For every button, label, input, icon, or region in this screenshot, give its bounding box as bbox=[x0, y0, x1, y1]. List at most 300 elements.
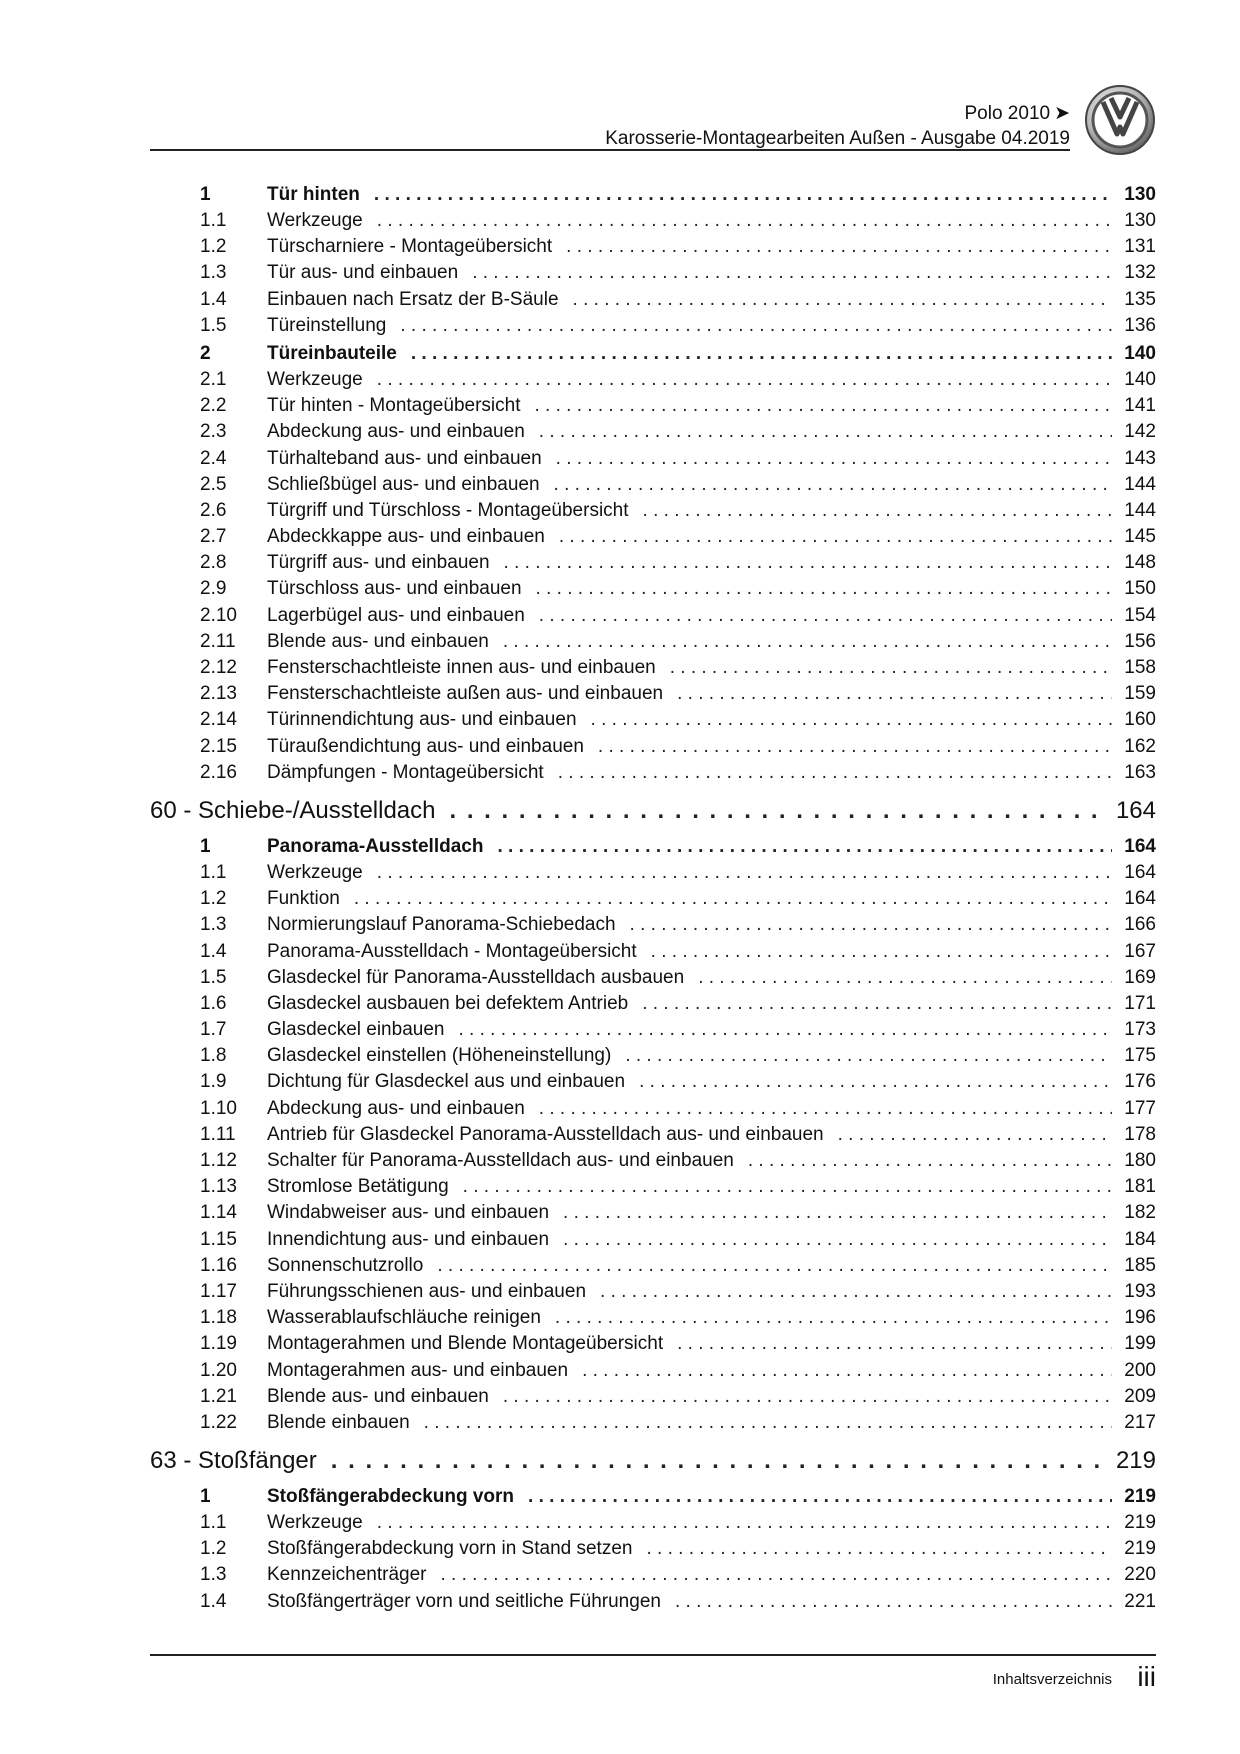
toc-entry-title: Panorama-Ausstelldach - Montageübersicht bbox=[267, 940, 637, 962]
toc-entry-row[interactable] bbox=[150, 886, 1156, 912]
toc-entry-title: Wasserablaufschläuche reinigen bbox=[267, 1307, 541, 1329]
toc-entry-page: 145 bbox=[1124, 526, 1156, 548]
dot-leader bbox=[625, 1043, 1112, 1069]
dot-leader bbox=[497, 832, 1112, 860]
toc-entry-line bbox=[267, 681, 1156, 707]
dot-leader bbox=[600, 1279, 1112, 1305]
toc-entry-row[interactable] bbox=[150, 180, 1156, 208]
toc-entry-title: Antrieb für Glasdeckel Panorama-Ausstelldach aus- und einbauen bbox=[267, 1123, 824, 1145]
toc-chapter-row[interactable] bbox=[150, 786, 1156, 832]
dot-leader bbox=[573, 287, 1113, 313]
toc-entry-page: 158 bbox=[1124, 657, 1156, 678]
dot-leader bbox=[582, 1358, 1112, 1384]
toc-entry-number: 2.12 bbox=[200, 657, 237, 678]
toc-entry-row[interactable] bbox=[150, 832, 1156, 860]
toc-entry-title: Montagerahmen und Blende Montageübersicht bbox=[267, 1333, 664, 1355]
toc-entry-page: 150 bbox=[1124, 578, 1156, 600]
toc-entry-page: 219 bbox=[1124, 1512, 1156, 1534]
dot-leader bbox=[554, 472, 1113, 498]
toc-entry-row[interactable] bbox=[150, 1227, 1156, 1253]
toc-entry-title: Windabweiser aus- und einbauen bbox=[267, 1202, 550, 1224]
toc-entry-number: 1.4 bbox=[200, 1590, 227, 1612]
toc-entry-number: 2.2 bbox=[200, 395, 227, 417]
toc-entry-line bbox=[267, 1589, 1156, 1615]
toc-entry-number: 1.19 bbox=[200, 1333, 237, 1355]
toc-entry-row[interactable] bbox=[150, 234, 1156, 260]
toc-entry-row[interactable] bbox=[150, 655, 1156, 681]
toc-entry-row[interactable] bbox=[150, 760, 1156, 786]
table-of-contents bbox=[150, 180, 1156, 1615]
toc-entry-title: Glasdeckel ausbauen bei defektem Antrieb bbox=[267, 992, 629, 1014]
toc-entry-line bbox=[267, 1279, 1156, 1305]
toc-entry-title: Türeinbauteile bbox=[267, 342, 397, 364]
toc-entry-title: Fensterschachtleiste außen aus- und einbauen bbox=[267, 683, 664, 705]
toc-entry-number: 1.20 bbox=[200, 1359, 237, 1381]
toc-entry-row[interactable] bbox=[150, 1384, 1156, 1410]
toc-entry-row[interactable] bbox=[150, 1069, 1156, 1095]
dot-leader bbox=[331, 1436, 1104, 1482]
footer-page-number: iii bbox=[1137, 1661, 1156, 1692]
toc-entry-number: 2.6 bbox=[200, 499, 227, 521]
toc-entry-number: 2 bbox=[200, 342, 211, 364]
toc-entry-number: 1.3 bbox=[200, 1564, 227, 1586]
toc-entry-line bbox=[267, 1410, 1156, 1436]
toc-entry-title: Blende einbauen bbox=[267, 1411, 410, 1433]
toc-entry-title: Glasdeckel einstellen (Höheneinstellung) bbox=[267, 1045, 612, 1067]
toc-entry-line bbox=[267, 393, 1156, 419]
toc-entry-line bbox=[267, 1122, 1156, 1148]
dot-leader bbox=[503, 1384, 1112, 1410]
toc-entry-number: 1.5 bbox=[200, 314, 227, 336]
toc-entry-title: Dämpfungen - Montageübersicht bbox=[267, 761, 544, 783]
toc-entry-title: Schließbügel aus- und einbauen bbox=[267, 473, 540, 495]
toc-entry-line bbox=[267, 629, 1156, 655]
toc-entry-row[interactable] bbox=[150, 393, 1156, 419]
toc-entry-number: 2.11 bbox=[200, 630, 236, 652]
toc-entry-page: 130 bbox=[1124, 184, 1156, 205]
toc-entry-title: Türgriff und Türschloss - Montageübersicht bbox=[267, 499, 629, 521]
toc-entry-number: 1.15 bbox=[200, 1228, 237, 1250]
dot-leader bbox=[377, 367, 1113, 393]
toc-entry-number: 1.8 bbox=[200, 1045, 227, 1067]
toc-entry-page: 130 bbox=[1124, 210, 1156, 231]
dot-leader bbox=[630, 912, 1113, 938]
toc-entry-page: 221 bbox=[1124, 1590, 1156, 1612]
toc-entry-line bbox=[267, 912, 1156, 938]
dot-leader bbox=[555, 1305, 1112, 1331]
toc-entry-line bbox=[267, 603, 1156, 629]
dot-leader bbox=[424, 1410, 1113, 1436]
toc-entry-row[interactable] bbox=[150, 1589, 1156, 1615]
toc-entry-page: 141 bbox=[1124, 395, 1156, 417]
toc-entry-row[interactable] bbox=[150, 1482, 1156, 1510]
toc-entry-page: 156 bbox=[1124, 630, 1156, 652]
toc-entry-row[interactable] bbox=[150, 313, 1156, 339]
dot-leader bbox=[374, 180, 1112, 208]
toc-entry-title: Glasdeckel für Panorama-Ausstelldach ausbauen bbox=[267, 966, 685, 988]
toc-entry-row[interactable] bbox=[150, 1148, 1156, 1174]
toc-entry-line bbox=[267, 1358, 1156, 1384]
dot-leader bbox=[563, 1200, 1112, 1226]
toc-entry-number: 2.10 bbox=[200, 604, 237, 626]
toc-entry-line bbox=[267, 1148, 1156, 1174]
dot-leader bbox=[472, 260, 1112, 286]
toc-entry-title: Glasdeckel einbauen bbox=[267, 1019, 445, 1041]
toc-entry-row[interactable] bbox=[150, 1174, 1156, 1200]
toc-entry-page: 181 bbox=[1124, 1176, 1156, 1198]
toc-entry-page: 180 bbox=[1124, 1150, 1156, 1171]
dot-leader bbox=[670, 655, 1113, 681]
dot-leader bbox=[677, 681, 1112, 707]
dot-leader bbox=[698, 965, 1112, 991]
toc-entry-page: 217 bbox=[1124, 1411, 1156, 1433]
toc-entry-page: 136 bbox=[1124, 314, 1156, 336]
toc-entry-number: 2.4 bbox=[200, 447, 227, 469]
toc-entry-title: Stoßfängerträger vorn und seitliche Führungen bbox=[267, 1590, 661, 1612]
toc-entry-page: 142 bbox=[1124, 421, 1156, 443]
toc-entry-page: 219 bbox=[1115, 1447, 1156, 1475]
toc-entry-title: 60 - Schiebe-/Ausstelldach bbox=[150, 796, 436, 824]
toc-entry-line bbox=[267, 1331, 1156, 1357]
toc-entry-line bbox=[267, 1562, 1156, 1588]
header-rule bbox=[150, 149, 1070, 151]
toc-entry-line bbox=[267, 1253, 1156, 1279]
toc-entry-row[interactable] bbox=[150, 939, 1156, 965]
toc-entry-title: Stromlose Betätigung bbox=[267, 1176, 449, 1198]
toc-entry-row[interactable] bbox=[150, 260, 1156, 286]
toc-entry-title: Werkzeuge bbox=[267, 1512, 363, 1534]
toc-entry-page: 154 bbox=[1124, 604, 1156, 626]
toc-entry-number: 1.4 bbox=[200, 288, 227, 310]
toc-entry-page: 220 bbox=[1124, 1564, 1156, 1586]
toc-entry-page: 144 bbox=[1124, 499, 1156, 521]
toc-entry-line bbox=[267, 1043, 1156, 1069]
toc-entry-title: Innendichtung aus- und einbauen bbox=[267, 1228, 550, 1250]
toc-entry-page: 219 bbox=[1124, 1486, 1156, 1508]
toc-entry-page: 140 bbox=[1124, 368, 1156, 390]
toc-entry-page: 148 bbox=[1124, 552, 1156, 574]
toc-entry-row[interactable] bbox=[150, 1279, 1156, 1305]
toc-entry-page: 171 bbox=[1124, 992, 1156, 1014]
toc-entry-page: 182 bbox=[1124, 1202, 1156, 1224]
toc-entry-line bbox=[267, 1017, 1156, 1043]
dot-leader bbox=[377, 208, 1113, 234]
toc-entry-number: 1.1 bbox=[200, 861, 227, 883]
toc-entry-row[interactable] bbox=[150, 1043, 1156, 1069]
toc-entry-line bbox=[267, 1536, 1156, 1562]
toc-entry-number: 2.7 bbox=[200, 526, 227, 548]
dot-leader bbox=[539, 603, 1113, 629]
dot-leader bbox=[534, 393, 1112, 419]
toc-entry-number: 1.2 bbox=[200, 888, 227, 910]
toc-entry-title: Werkzeuge bbox=[267, 210, 363, 231]
dot-leader bbox=[639, 1069, 1112, 1095]
toc-entry-title: Türeinstellung bbox=[267, 314, 387, 336]
toc-entry-title: Normierungslauf Panorama-Schiebedach bbox=[267, 914, 616, 936]
dot-leader bbox=[748, 1148, 1112, 1174]
footer-rule bbox=[150, 1654, 1156, 1656]
toc-entry-row[interactable] bbox=[150, 1017, 1156, 1043]
toc-entry-line bbox=[267, 180, 1156, 208]
toc-entry-row[interactable] bbox=[150, 472, 1156, 498]
toc-entry-row[interactable] bbox=[150, 707, 1156, 733]
toc-entry-title: Führungsschienen aus- und einbauen bbox=[267, 1280, 587, 1302]
toc-entry-row[interactable] bbox=[150, 1410, 1156, 1436]
toc-entry-page: 169 bbox=[1124, 966, 1156, 988]
toc-entry-number: 2.3 bbox=[200, 421, 227, 443]
dot-leader bbox=[503, 629, 1112, 655]
toc-entry-line bbox=[267, 860, 1156, 886]
toc-entry-title: Tür hinten - Montageübersicht bbox=[267, 395, 521, 417]
toc-entry-title: Blende aus- und einbauen bbox=[267, 1385, 489, 1407]
dot-leader bbox=[450, 786, 1104, 832]
toc-entry-row[interactable] bbox=[150, 1200, 1156, 1226]
toc-entry-title: Türhalteband aus- und einbauen bbox=[267, 447, 542, 469]
toc-entry-row[interactable] bbox=[150, 1305, 1156, 1331]
header-model-text: Polo 2010 bbox=[964, 103, 1051, 124]
toc-entry-line bbox=[267, 734, 1156, 760]
toc-entry-title: Blende aus- und einbauen bbox=[267, 630, 489, 652]
toc-entry-row[interactable] bbox=[150, 1096, 1156, 1122]
toc-entry-line bbox=[267, 550, 1156, 576]
toc-entry-line bbox=[267, 313, 1156, 339]
toc-entry-page: 196 bbox=[1124, 1307, 1156, 1329]
dot-leader bbox=[675, 1589, 1112, 1615]
toc-entry-line bbox=[267, 760, 1156, 786]
dot-leader bbox=[437, 1253, 1112, 1279]
dot-leader bbox=[563, 1227, 1112, 1253]
toc-entry-line bbox=[267, 1174, 1156, 1200]
dot-leader bbox=[559, 524, 1112, 550]
toc-entry-row[interactable] bbox=[150, 1331, 1156, 1357]
toc-entry-page: 178 bbox=[1124, 1123, 1156, 1145]
toc-entry-number: 2.14 bbox=[200, 709, 237, 731]
toc-entry-title: Funktion bbox=[267, 888, 340, 910]
toc-entry-line bbox=[267, 260, 1156, 286]
toc-entry-line bbox=[267, 832, 1156, 860]
toc-entry-row[interactable] bbox=[150, 339, 1156, 367]
toc-entry-line bbox=[150, 786, 1156, 832]
toc-entry-title: Montagerahmen aus- und einbauen bbox=[267, 1359, 569, 1381]
toc-entry-number: 1.21 bbox=[200, 1385, 237, 1407]
dot-leader bbox=[643, 498, 1113, 524]
toc-entry-number: 2.1 bbox=[200, 368, 227, 390]
toc-entry-line bbox=[267, 939, 1156, 965]
toc-entry-line bbox=[267, 1069, 1156, 1095]
toc-entry-title: Lagerbügel aus- und einbauen bbox=[267, 604, 525, 626]
toc-entry-row[interactable] bbox=[150, 446, 1156, 472]
toc-entry-row[interactable] bbox=[150, 1536, 1156, 1562]
toc-entry-page: 173 bbox=[1124, 1019, 1156, 1041]
toc-entry-row[interactable] bbox=[150, 208, 1156, 234]
toc-entry-number: 2.13 bbox=[200, 683, 237, 705]
toc-entry-number: 2.5 bbox=[200, 473, 227, 495]
header-title: Karosserie-Montagearbeiten Außen - Ausgabe 04.2019 bbox=[605, 128, 1070, 149]
dot-leader bbox=[400, 313, 1112, 339]
dot-leader bbox=[598, 734, 1112, 760]
toc-entry-line bbox=[267, 367, 1156, 393]
toc-entry-page: 199 bbox=[1124, 1333, 1156, 1355]
toc-entry-line bbox=[267, 707, 1156, 733]
toc-entry-number: 2.9 bbox=[200, 578, 227, 600]
dot-leader bbox=[463, 1174, 1113, 1200]
dot-leader bbox=[651, 939, 1113, 965]
toc-entry-number: 1.13 bbox=[200, 1176, 237, 1198]
toc-entry-row[interactable] bbox=[150, 991, 1156, 1017]
toc-entry-number: 2.8 bbox=[200, 552, 227, 574]
toc-entry-number: 1.22 bbox=[200, 1411, 237, 1433]
toc-entry-line bbox=[267, 446, 1156, 472]
toc-entry-number: 1.14 bbox=[200, 1202, 237, 1224]
toc-entry-line bbox=[267, 1200, 1156, 1226]
toc-entry-title: Türschloss aus- und einbauen bbox=[267, 578, 522, 600]
toc-entry-line bbox=[267, 576, 1156, 602]
toc-entry-row[interactable] bbox=[150, 1510, 1156, 1536]
toc-entry-page: 164 bbox=[1124, 835, 1156, 857]
toc-entry-number: 1.10 bbox=[200, 1097, 237, 1119]
toc-entry-title: Kennzeichenträger bbox=[267, 1564, 427, 1586]
toc-entry-line bbox=[267, 524, 1156, 550]
toc-entry-number: 2.15 bbox=[200, 735, 237, 757]
toc-entry-row[interactable] bbox=[150, 681, 1156, 707]
arrow-right-icon: ➤ bbox=[1054, 103, 1070, 124]
toc-entry-line bbox=[267, 886, 1156, 912]
dot-leader bbox=[566, 234, 1112, 260]
toc-entry-row[interactable] bbox=[150, 419, 1156, 445]
toc-entry-title: Fensterschachtleiste innen aus- und einbauen bbox=[267, 657, 656, 678]
toc-entry-title: Abdeckung aus- und einbauen bbox=[267, 421, 525, 443]
toc-entry-row[interactable] bbox=[150, 550, 1156, 576]
toc-entry-page: 164 bbox=[1124, 861, 1156, 883]
toc-entry-page: 200 bbox=[1124, 1359, 1156, 1381]
toc-entry-page: 131 bbox=[1124, 236, 1156, 258]
toc-entry-title: Werkzeuge bbox=[267, 861, 363, 883]
toc-entry-title: Türgriff aus- und einbauen bbox=[267, 552, 490, 574]
dot-leader bbox=[528, 1482, 1112, 1510]
toc-entry-title: Türscharniere - Montageübersicht bbox=[267, 236, 553, 258]
toc-entry-page: 159 bbox=[1124, 683, 1156, 705]
toc-entry-row[interactable] bbox=[150, 576, 1156, 602]
toc-entry-number: 1.18 bbox=[200, 1307, 237, 1329]
toc-entry-number: 1.9 bbox=[200, 1071, 227, 1093]
toc-entry-row[interactable] bbox=[150, 1253, 1156, 1279]
toc-entry-page: 176 bbox=[1124, 1071, 1156, 1093]
toc-entry-number: 1.1 bbox=[200, 210, 227, 231]
toc-entry-line bbox=[267, 498, 1156, 524]
dot-leader bbox=[556, 446, 1113, 472]
toc-entry-page: 184 bbox=[1124, 1228, 1156, 1250]
toc-entry-row[interactable] bbox=[150, 367, 1156, 393]
toc-entry-line bbox=[267, 1096, 1156, 1122]
toc-entry-title: Tür hinten bbox=[267, 184, 360, 205]
dot-leader bbox=[504, 550, 1113, 576]
toc-entry-number: 1.6 bbox=[200, 992, 227, 1014]
toc-entry-number: 1.5 bbox=[200, 966, 227, 988]
toc-entry-line bbox=[267, 1305, 1156, 1331]
toc-entry-row[interactable] bbox=[150, 603, 1156, 629]
toc-entry-title: Stoßfängerabdeckung vorn bbox=[267, 1486, 515, 1508]
toc-entry-row[interactable] bbox=[150, 912, 1156, 938]
toc-entry-line bbox=[267, 419, 1156, 445]
toc-entry-number: 1.7 bbox=[200, 1019, 227, 1041]
toc-entry-number: 1.4 bbox=[200, 940, 227, 962]
dot-leader bbox=[441, 1562, 1113, 1588]
toc-entry-row[interactable] bbox=[150, 734, 1156, 760]
toc-entry-title: Stoßfängerabdeckung vorn in Stand setzen bbox=[267, 1538, 633, 1560]
toc-entry-page: 135 bbox=[1124, 288, 1156, 310]
dot-leader bbox=[838, 1122, 1113, 1148]
toc-entry-page: 162 bbox=[1124, 735, 1156, 757]
toc-entry-number: 1 bbox=[200, 835, 211, 857]
toc-entry-line bbox=[267, 1227, 1156, 1253]
toc-entry-page: 209 bbox=[1124, 1385, 1156, 1407]
toc-entry-number: 1.11 bbox=[200, 1123, 236, 1145]
toc-entry-row[interactable] bbox=[150, 524, 1156, 550]
vw-logo-icon bbox=[1084, 84, 1156, 156]
toc-entry-title: Türaußendichtung aus- und einbauen bbox=[267, 735, 584, 757]
toc-entry-title: Panorama-Ausstelldach bbox=[267, 835, 484, 857]
toc-entry-page: 164 bbox=[1115, 796, 1156, 824]
toc-chapter-row[interactable] bbox=[150, 1436, 1156, 1482]
toc-entry-title: Tür aus- und einbauen bbox=[267, 262, 459, 284]
toc-entry-line bbox=[267, 965, 1156, 991]
toc-entry-number: 1.1 bbox=[200, 1512, 227, 1534]
toc-entry-number: 1.3 bbox=[200, 914, 227, 936]
dot-leader bbox=[677, 1331, 1112, 1357]
toc-entry-line bbox=[267, 1510, 1156, 1536]
dot-leader bbox=[539, 1096, 1113, 1122]
dot-leader bbox=[377, 1510, 1113, 1536]
toc-entry-page: 144 bbox=[1124, 473, 1156, 495]
toc-entry-row[interactable] bbox=[150, 1562, 1156, 1588]
toc-entry-title: Sonnenschutzrollo bbox=[267, 1254, 424, 1276]
toc-entry-title: Abdeckung aus- und einbauen bbox=[267, 1097, 525, 1119]
page-footer bbox=[150, 1657, 1156, 1697]
toc-entry-page: 132 bbox=[1124, 262, 1156, 284]
toc-entry-row[interactable] bbox=[150, 1122, 1156, 1148]
dot-leader bbox=[558, 760, 1113, 786]
toc-entry-number: 1.12 bbox=[200, 1150, 237, 1171]
toc-entry-title: Dichtung für Glasdeckel aus und einbauen bbox=[267, 1071, 626, 1093]
toc-entry-row[interactable] bbox=[150, 287, 1156, 313]
toc-entry-line bbox=[267, 1384, 1156, 1410]
toc-entry-title: 63 - Stoßfänger bbox=[150, 1447, 317, 1475]
dot-leader bbox=[354, 886, 1112, 912]
toc-entry-number: 1.2 bbox=[200, 236, 227, 258]
toc-entry-title: Werkzeuge bbox=[267, 368, 363, 390]
toc-entry-page: 185 bbox=[1124, 1254, 1156, 1276]
toc-entry-line bbox=[267, 287, 1156, 313]
dot-leader bbox=[411, 339, 1112, 367]
toc-entry-row[interactable] bbox=[150, 1358, 1156, 1384]
footer-label: Inhaltsverzeichnis bbox=[992, 1671, 1112, 1688]
toc-entry-page: 163 bbox=[1124, 761, 1156, 783]
dot-leader bbox=[458, 1017, 1112, 1043]
toc-entry-row[interactable] bbox=[150, 965, 1156, 991]
toc-entry-number: 1.17 bbox=[200, 1280, 237, 1302]
toc-entry-row[interactable] bbox=[150, 860, 1156, 886]
toc-entry-row[interactable] bbox=[150, 629, 1156, 655]
toc-entry-title: Abdeckkappe aus- und einbauen bbox=[267, 526, 545, 548]
toc-entry-line bbox=[267, 655, 1156, 681]
dot-leader bbox=[377, 860, 1113, 886]
header-model bbox=[965, 102, 1071, 125]
dot-leader bbox=[642, 991, 1112, 1017]
toc-entry-page: 175 bbox=[1124, 1045, 1156, 1067]
toc-entry-row[interactable] bbox=[150, 498, 1156, 524]
toc-entry-number: 2.16 bbox=[200, 761, 237, 783]
toc-entry-page: 164 bbox=[1124, 888, 1156, 910]
